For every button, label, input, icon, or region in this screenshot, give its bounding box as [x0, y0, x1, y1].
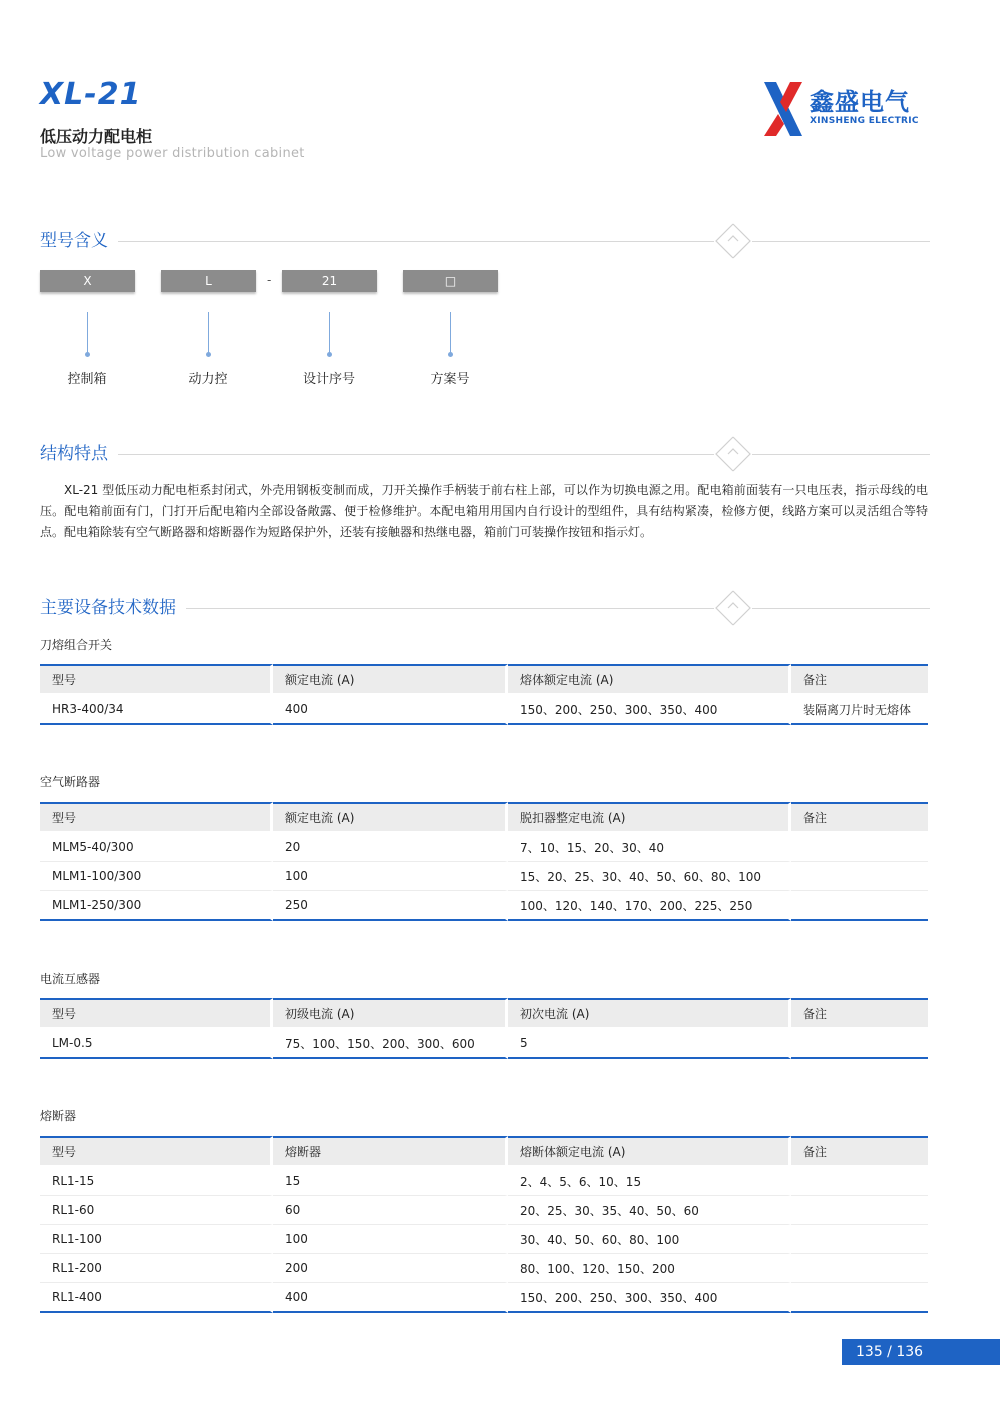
diamond-ornament-icon: [714, 435, 752, 473]
table-cell: 100: [273, 862, 508, 891]
column-header: 备注: [791, 664, 928, 695]
table-cell: 5: [508, 1029, 791, 1059]
table-cell: 20: [273, 833, 508, 862]
table-cell: [791, 862, 928, 891]
model-code-separator: -: [267, 273, 272, 287]
section-title-structure: 结构特点: [40, 441, 118, 467]
section-title-tech-data: 主要设备技术数据: [40, 595, 186, 621]
table-caption-fuse-switch: 刀熔组合开关: [40, 638, 113, 652]
column-header: 型号: [40, 802, 273, 833]
leader-line: [208, 312, 209, 356]
table-row: [40, 1029, 928, 1059]
table-cell: 150、200、250、300、350、400: [508, 695, 791, 725]
table-cell: MLM1-100/300: [40, 862, 273, 891]
table-cell: [791, 1196, 928, 1225]
table-cell: [791, 1167, 928, 1196]
page-title-cn: 低压动力配电柜: [40, 127, 153, 146]
table-cell: [791, 891, 928, 921]
brand-name-cn: 鑫盛电气: [810, 88, 910, 116]
column-header: 额定电流 (A): [273, 802, 508, 833]
table-row: [40, 833, 928, 862]
table-cell: 100: [273, 1225, 508, 1254]
leader-dot: [327, 352, 332, 357]
column-header: 型号: [40, 998, 273, 1029]
table-cell: [791, 833, 928, 862]
section-header-tech-data: [40, 595, 930, 625]
brand-logo: [762, 80, 932, 142]
table-cell: MLM5-40/300: [40, 833, 273, 862]
column-header: 初次电流 (A): [508, 998, 791, 1029]
section-divider: [40, 454, 930, 455]
table-row: [40, 1225, 928, 1254]
leader-dot: [206, 352, 211, 357]
column-header: 备注: [791, 998, 928, 1029]
table-row: [40, 891, 928, 921]
section-header-structure: [40, 441, 930, 471]
table-row: [40, 1167, 928, 1196]
table-cell: 60: [273, 1196, 508, 1225]
section-header-model-meaning: [40, 228, 930, 258]
page-title-en: Low voltage power distribution cabinet: [40, 146, 305, 161]
model-code-part-2: L: [161, 270, 256, 292]
column-header: 备注: [791, 1136, 928, 1167]
model-code-label-1: 控制箱: [67, 372, 107, 387]
xinsheng-logo-icon: [762, 80, 806, 140]
table-cell: [791, 1283, 928, 1313]
table-cell: RL1-400: [40, 1283, 273, 1313]
column-header: 型号: [40, 664, 273, 695]
column-header: 额定电流 (A): [273, 664, 508, 695]
table-cell: 250: [273, 891, 508, 921]
table-row: [40, 862, 928, 891]
table-cell: 75、100、150、200、300、600: [273, 1029, 508, 1059]
column-header: 型号: [40, 1136, 273, 1167]
table-cell: RL1-60: [40, 1196, 273, 1225]
column-header: 熔体额定电流 (A): [508, 664, 791, 695]
model-code-part-1: X: [40, 270, 135, 292]
table-caption-current-transformer: 电流互感器: [40, 972, 101, 986]
column-header: 备注: [791, 802, 928, 833]
table-cell: 装隔离刀片时无熔体: [791, 695, 928, 725]
table-cell: 15: [273, 1167, 508, 1196]
table-cell: 100、120、140、170、200、225、250: [508, 891, 791, 921]
table-cell: RL1-200: [40, 1254, 273, 1283]
table-row: [40, 695, 928, 725]
table-cell: HR3-400/34: [40, 695, 273, 725]
table-cell: LM-0.5: [40, 1029, 273, 1059]
table-cell: 80、100、120、150、200: [508, 1254, 791, 1283]
leader-dot: [85, 352, 90, 357]
model-code-part-4: □: [403, 270, 498, 292]
section-divider: [40, 241, 930, 242]
table-cell: 30、40、50、60、80、100: [508, 1225, 791, 1254]
table-cell: [791, 1029, 928, 1059]
column-header: 熔断体额定电流 (A): [508, 1136, 791, 1167]
diamond-ornament-icon: [714, 589, 752, 627]
table-cell: 400: [273, 1283, 508, 1313]
table-cell: 15、20、25、30、40、50、60、80、100: [508, 862, 791, 891]
table-cell: 2、4、5、6、10、15: [508, 1167, 791, 1196]
table-cell: 150、200、250、300、350、400: [508, 1283, 791, 1313]
model-title: XL-21: [40, 77, 142, 112]
spec-table-fuse-switch: [40, 664, 928, 725]
leader-line: [450, 312, 451, 356]
model-code-label-4: 方案号: [430, 372, 470, 387]
table-cell: MLM1-250/300: [40, 891, 273, 921]
table-cell: RL1-100: [40, 1225, 273, 1254]
table-cell: [791, 1254, 928, 1283]
table-row: [40, 1283, 928, 1313]
table-cell: [791, 1225, 928, 1254]
spec-table-air-breaker: [40, 802, 928, 921]
leader-dot: [448, 352, 453, 357]
table-caption-air-breaker: 空气断路器: [40, 775, 101, 789]
column-header: 初级电流 (A): [273, 998, 508, 1029]
diamond-ornament-icon: [714, 222, 752, 260]
structure-description: XL-21 型低压动力配电柜系封闭式，外壳用钢板变制而成，刀开关操作手柄装于前右柱上部，可以作为切换电源之用。配电箱前面装有一只电压表，指示母线的电压。配电箱前面有门，门打开后配电箱内全部设备敞露、便于检修维护。本配电箱用用国内自行设计的型组件，具有结构紧凑，检修方便，线路方案可以灵活组合等特点。配电箱除装有空气断路器和熔断器作为短路保护外，还装有接触器和热继电器，箱前门可装操作按钮和指示灯。: [40, 483, 928, 539]
section-title-model-meaning: 型号含义: [40, 228, 118, 254]
column-header: 脱扣器整定电流 (A): [508, 802, 791, 833]
spec-table-current-transformer: [40, 998, 928, 1059]
table-row: [40, 1196, 928, 1225]
table-cell: 7、10、15、20、30、40: [508, 833, 791, 862]
page-number: 135 / 136: [842, 1339, 1000, 1365]
leader-line: [329, 312, 330, 356]
table-cell: 200: [273, 1254, 508, 1283]
column-header: 熔断器: [273, 1136, 508, 1167]
table-cell: RL1-15: [40, 1167, 273, 1196]
model-code-part-3: 21: [282, 270, 377, 292]
model-code-label-3: 设计序号: [302, 372, 355, 387]
leader-line: [87, 312, 88, 356]
brand-name-en: XINSHENG ELECTRIC: [810, 116, 919, 126]
model-code-label-2: 动力控: [188, 372, 228, 387]
spec-table-fuse: [40, 1136, 928, 1313]
table-cell: 20、25、30、35、40、50、60: [508, 1196, 791, 1225]
table-cell: 400: [273, 695, 508, 725]
table-row: [40, 1254, 928, 1283]
table-caption-fuse: 熔断器: [40, 1109, 77, 1123]
